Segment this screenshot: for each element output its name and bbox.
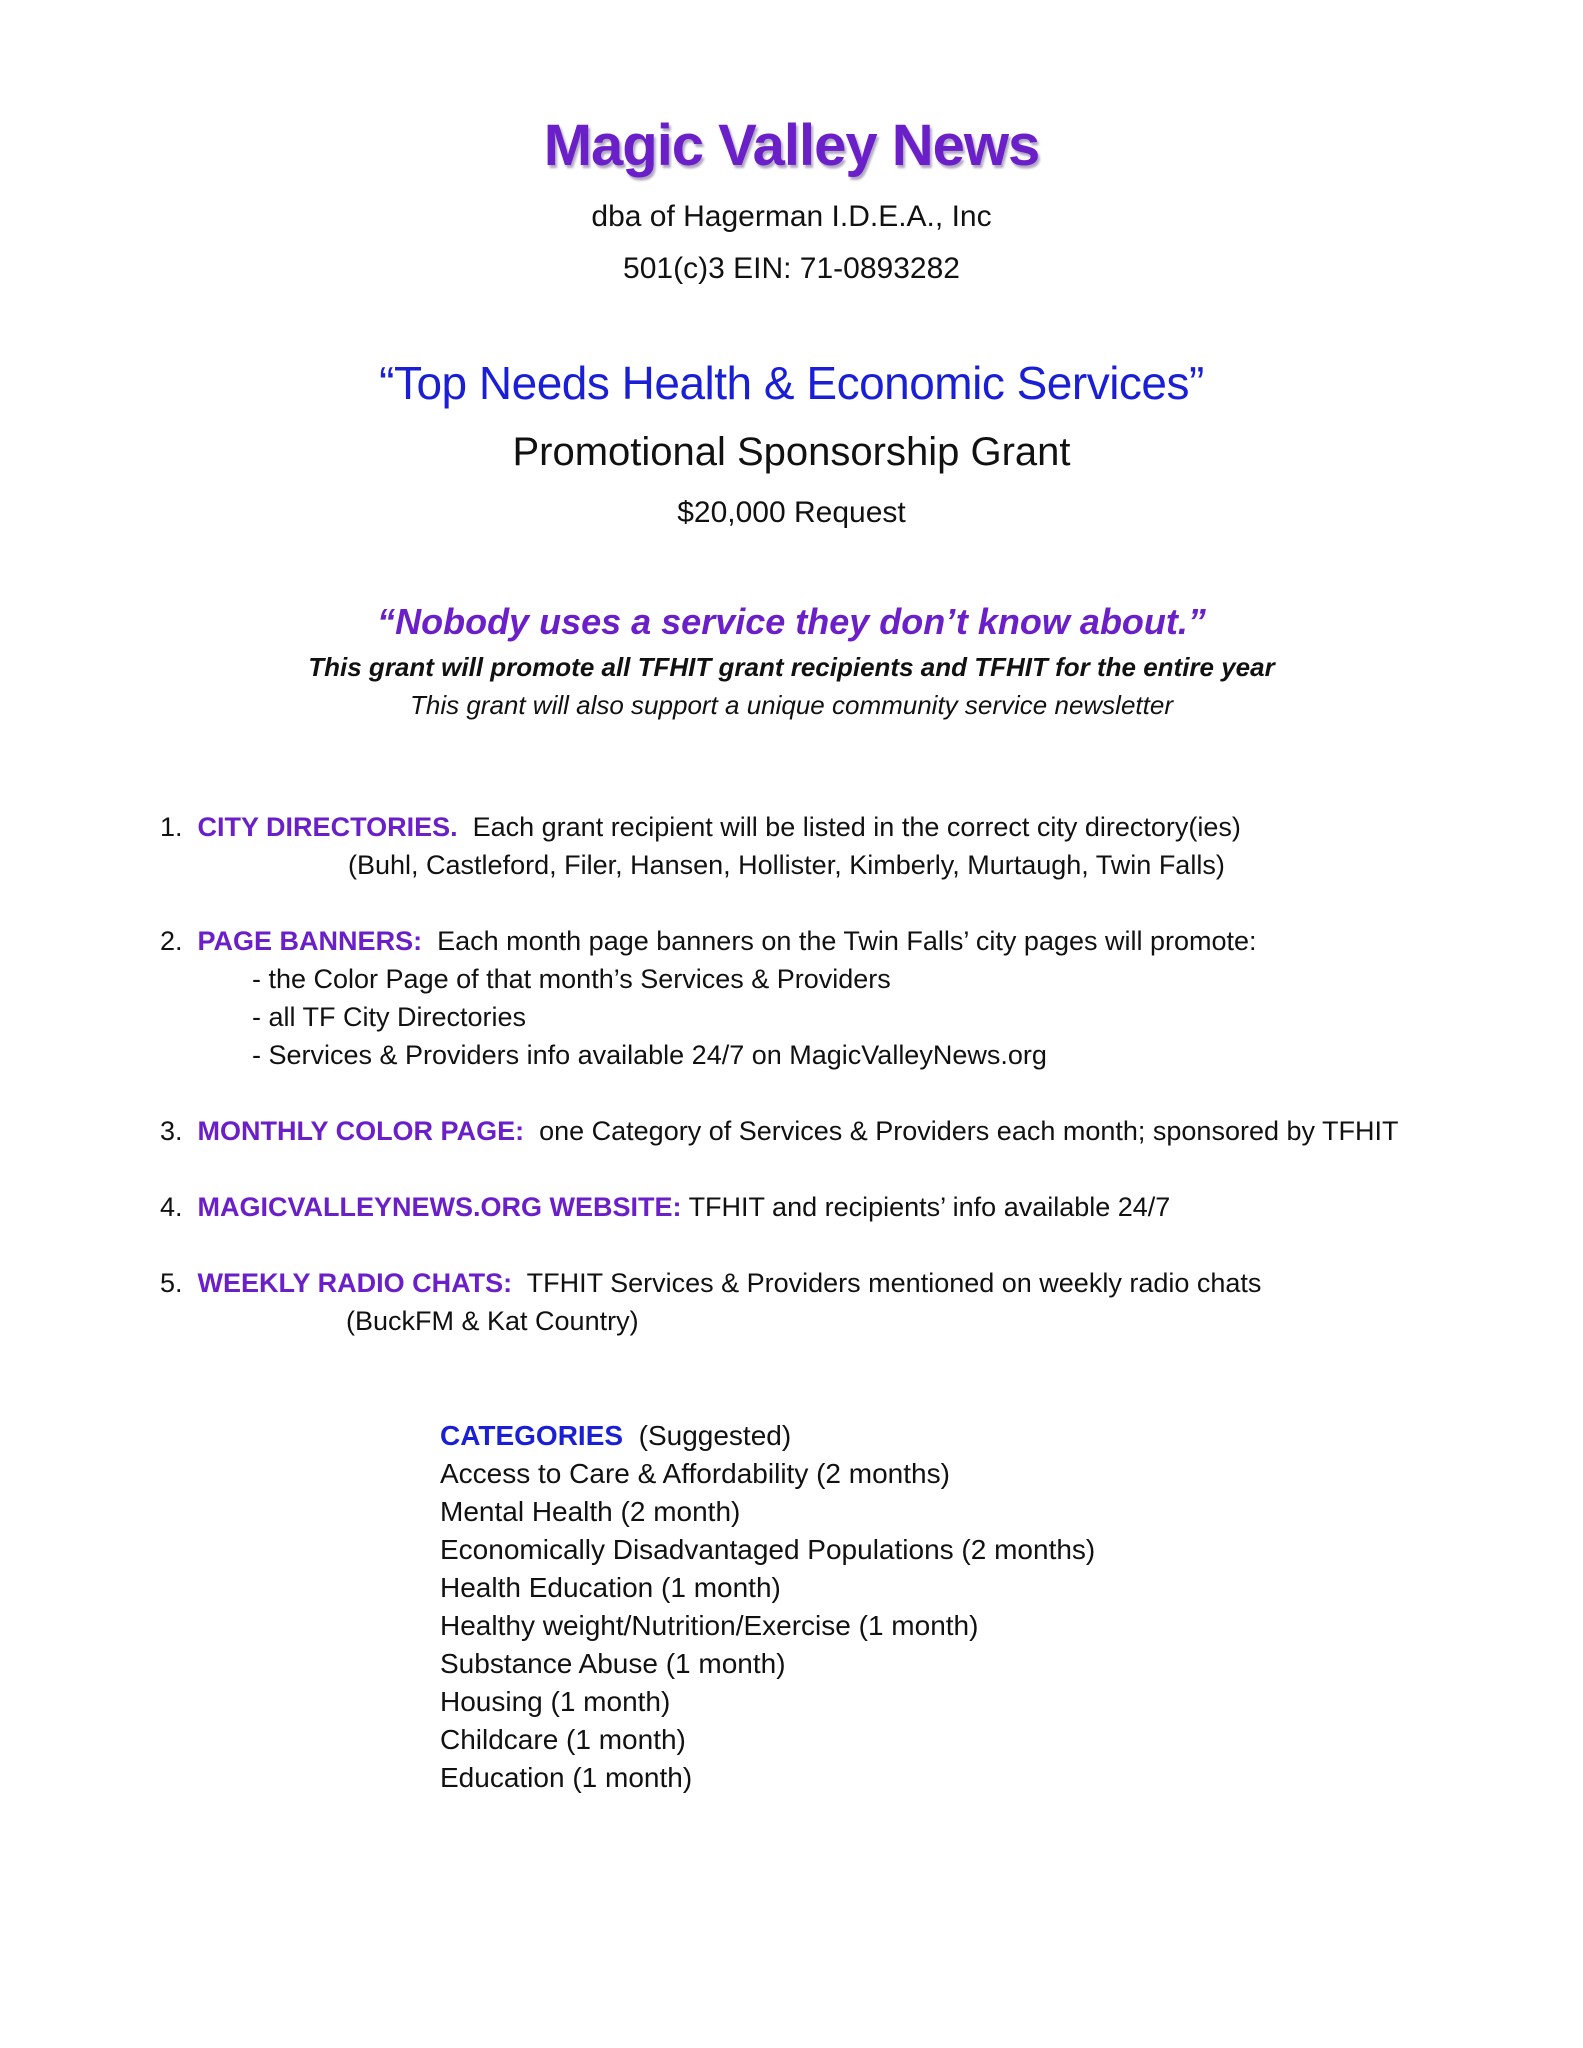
categories-note: (Suggested)	[638, 1420, 792, 1451]
item-number: 3.	[160, 1116, 183, 1146]
item-label: MONTHLY COLOR PAGE:	[197, 1116, 525, 1146]
category-item: Housing (1 month)	[440, 1686, 671, 1717]
item-text: Each grant recipient will be listed in the correct city directory(ies)	[472, 812, 1241, 842]
item-number: 1.	[160, 812, 183, 842]
categories-heading-line	[440, 1420, 791, 1452]
item-number: 4.	[160, 1192, 183, 1222]
category-item: Access to Care & Affordability (2 months)	[440, 1458, 950, 1489]
item-label: CITY DIRECTORIES.	[197, 812, 458, 842]
item-text: Each month page banners on the Twin Falls’ city pages will promote:	[437, 926, 1257, 956]
item-5-sub-line: (BuckFM & Kat Country)	[346, 1306, 639, 1336]
promote-statement: This grant will promote all TFHIT grant recipients and TFHIT for the entire year	[308, 652, 1275, 682]
grant-headline: “Top Needs Health & Economic Services”	[379, 357, 1204, 409]
categories-heading: CATEGORIES	[440, 1420, 624, 1451]
category-item: Education (1 month)	[440, 1762, 693, 1793]
list-item-4	[160, 1192, 1170, 1223]
item-1-sub-line: (Buhl, Castleford, Filer, Hansen, Hollister, Kimberly, Murtaugh, Twin Falls)	[348, 850, 1225, 880]
category-item: Childcare (1 month)	[440, 1724, 686, 1755]
ein-line: 501(c)3 EIN: 71-0893282	[623, 252, 960, 285]
grant-title: Promotional Sponsorship Grant	[512, 430, 1071, 474]
item-text: TFHIT and recipients’ info available 24/7	[688, 1192, 1171, 1222]
category-item: Substance Abuse (1 month)	[440, 1648, 786, 1679]
list-item-3	[160, 1116, 1399, 1147]
item-2-sub-line: - Services & Providers info available 24/7 on MagicValleyNews.org	[252, 1040, 1047, 1070]
newsletter-title: Magic Valley News	[543, 113, 1040, 178]
item-2-sub-line: - the Color Page of that month’s Services & Providers	[252, 964, 891, 994]
support-statement: This grant will also support a unique community service newsletter	[409, 690, 1173, 720]
category-item: Health Education (1 month)	[440, 1572, 781, 1603]
category-item: Mental Health (2 month)	[440, 1496, 741, 1527]
item-label: PAGE BANNERS:	[197, 926, 423, 956]
category-item: Healthy weight/Nutrition/Exercise (1 month)	[440, 1610, 979, 1641]
list-item-2	[160, 926, 1257, 957]
dba-line: dba of Hagerman I.D.E.A., Inc	[591, 200, 992, 233]
category-item: Economically Disadvantaged Populations (2 months)	[440, 1534, 1096, 1565]
item-label: MAGICVALLEYNEWS.ORG WEBSITE:	[197, 1192, 682, 1222]
item-label: WEEKLY RADIO CHATS:	[197, 1268, 513, 1298]
item-text: TFHIT Services & Providers mentioned on weekly radio chats	[526, 1268, 1262, 1298]
item-number: 5.	[160, 1268, 183, 1298]
list-item-1	[160, 812, 1241, 843]
item-text: one Category of Services & Providers each month; sponsored by TFHIT	[539, 1116, 1399, 1146]
item-2-sub-line: - all TF City Directories	[252, 1002, 527, 1032]
tagline-quote: “Nobody uses a service they don’t know about.”	[377, 601, 1206, 642]
list-item-5	[160, 1268, 1261, 1299]
item-number: 2.	[160, 926, 183, 956]
grant-request-amount: $20,000 Request	[677, 496, 906, 529]
